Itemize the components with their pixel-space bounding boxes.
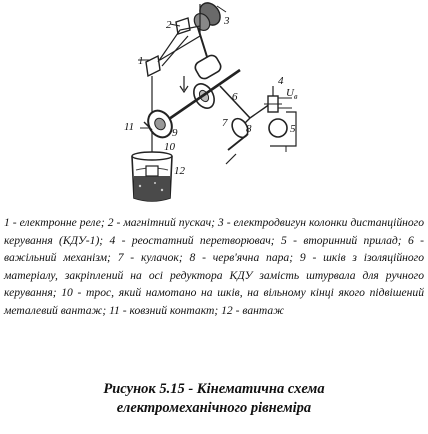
weight	[146, 166, 158, 176]
figure-title-line-1: Рисунок 5.15 - Кінематична схема	[103, 381, 325, 397]
figure-title	[0, 380, 428, 418]
figure-caption: 1 - електронне реле; 2 - магнітний пускач; 3 - електродвигун колонки дистанційного керування (КДУ-1); 4 - реостатний перетворювач; 5 - вторинний прилад; 6 - важільний механізм; 7 - кулачок; 8 - черв'ячна пара; 9 - шків з ізоляційного матеріалу, закріплений на осі редуктора КДУ замість штурвала для ручного керування; 10 - трос, який намотано на шків, на вільному кінці якого підвішений металевий вантаж; 11 - ковзний контакт; 12 - вантаж	[4, 216, 424, 317]
label-2: 2	[166, 19, 172, 31]
magnetic-starter	[170, 18, 190, 34]
worm-gear-pair	[190, 53, 223, 112]
label-12: 12	[174, 165, 185, 177]
label-9: 9	[172, 127, 178, 139]
kinematic-diagram	[100, 0, 325, 208]
label-1: 1	[138, 55, 144, 67]
tank	[132, 152, 172, 201]
label-11: 11	[124, 121, 135, 133]
label-7: 7	[222, 117, 228, 129]
label-10: 10	[164, 141, 175, 153]
motor	[191, 0, 226, 60]
label-5: 5	[290, 123, 296, 135]
label-3: 3	[224, 15, 230, 27]
diagram-svg	[100, 0, 325, 208]
label-4: 4	[278, 75, 284, 87]
label-6: 6	[232, 91, 238, 103]
figure-title-line-2: електромеханічного рівнеміра	[116, 400, 312, 416]
label-8: 8	[246, 123, 252, 135]
voltage-label: $U_в$	[286, 87, 298, 101]
